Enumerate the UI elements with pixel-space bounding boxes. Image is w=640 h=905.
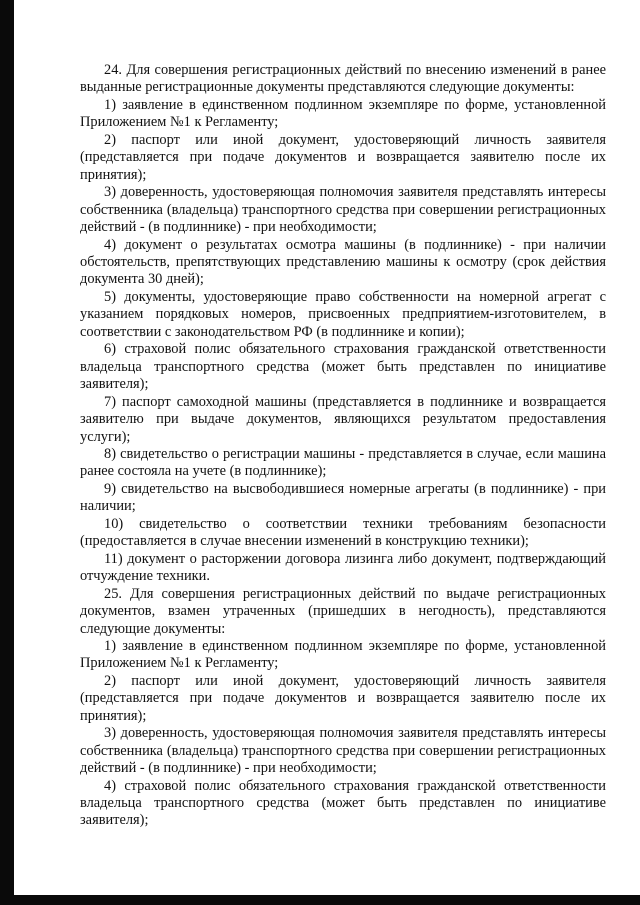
list-item-24-4: 4) документ о результатах осмотра машины (в подлиннике) - при наличии обстоятельств, препятствующих представлению машины к осмотру (срок действия документа 30 дней); [80,236,606,288]
paragraph-25-heading: 25. Для совершения регистрационных действий по выдаче регистрационных документов, взамен утраченных (пришедших в негодность), представляются следующие документы: [80,585,606,637]
list-item-24-11: 11) документ о расторжении договора лизинга либо документ, подтверждающий отчуждение техники. [80,550,606,585]
list-item-25-1: 1) заявление в единственном подлинном экземпляре по форме, установленной Приложением №1 к Регламенту; [80,637,606,672]
scan-border-bottom [0,895,640,905]
scan-border-left [0,0,14,905]
list-item-24-9: 9) свидетельство на высвободившиеся номерные агрегаты (в подлиннике) - при наличии; [80,480,606,515]
list-item-25-2: 2) паспорт или иной документ, удостоверяющий личность заявителя (представляется при подаче документов и возвращается заявителю после их принятия); [80,672,606,724]
list-item-24-8: 8) свидетельство о регистрации машины - представляется в случае, если машина ранее состояла на учете (в подлиннике); [80,445,606,480]
list-item-24-3: 3) доверенность, удостоверяющая полномочия заявителя представлять интересы собственника (владельца) транспортного средства при совершении регистрационных действий - (в подлиннике) - при необходимости; [80,184,606,236]
list-item-24-7: 7) паспорт самоходной машины (представляется в подлиннике и возвращается заявителю при выдаче документов, являющихся результатом предоставления услуги); [80,393,606,445]
list-item-24-1: 1) заявление в единственном подлинном экземпляре по форме, установленной Приложением №1 к Регламенту; [80,96,606,131]
paragraph-24-heading: 24. Для совершения регистрационных действий по внесению изменений в ранее выданные регистрационные документы представляются следующие документы: [80,62,606,96]
list-item-24-2: 2) паспорт или иной документ, удостоверяющий личность заявителя (представляется при подаче документов и возвращается заявителю после их принятия); [80,131,606,183]
list-item-25-3: 3) доверенность, удостоверяющая полномочия заявителя представлять интересы собственника (владельца) транспортного средства при совершении регистрационных действий - (в подлиннике) - при необходимости; [80,725,606,777]
list-item-25-4: 4) страховой полис обязательного страхования гражданской ответственности владельца транспортного средства (может быть представлен по инициативе заявителя); [80,777,606,829]
list-item-24-5: 5) документы, удостоверяющие право собственности на номерной агрегат с указанием порядковых номеров, присвоенных предприятием-изготовителем, в соответствии с законодательством РФ (в подлиннике и копии); [80,288,606,340]
document-body [80,62,606,830]
list-item-24-10: 10) свидетельство о соответствии техники требованиям безопасности (предоставляется в случае внесении изменений в конструкцию техники); [80,515,606,550]
list-item-24-6: 6) страховой полис обязательного страхования гражданской ответственности владельца транспортного средства (может быть представлен по инициативе заявителя); [80,341,606,393]
